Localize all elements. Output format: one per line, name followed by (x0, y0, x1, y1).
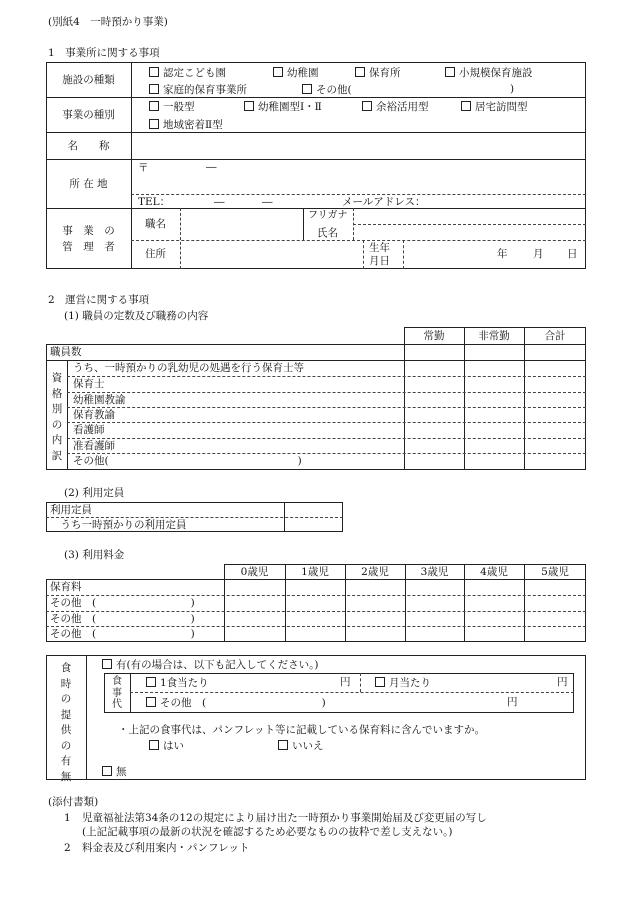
staff-row-hoikushi: 保育士 (73, 378, 105, 390)
meal-answer-no[interactable]: いいえ (278, 740, 324, 752)
fee-row-other-2: その他 ( ) (50, 613, 195, 625)
meal-side-label: 食時の提供の有無 (60, 662, 72, 783)
fee-header-age5: 5歳児 (541, 566, 569, 578)
business-option-spare[interactable]: 余裕活用型 (362, 101, 429, 113)
fee-header-age2: 2歳児 (361, 566, 389, 578)
checkbox-icon (149, 740, 159, 750)
checkbox-icon (102, 659, 112, 669)
capacity-temporary-field[interactable] (285, 518, 342, 531)
business-option-kindergarten[interactable]: 幼稚園型Ⅰ・Ⅱ (244, 101, 322, 113)
checkbox-icon (302, 84, 312, 94)
residence-label: 住所 (145, 248, 166, 260)
checkbox-icon (102, 766, 112, 776)
meal-per-meal-yen: 円 (340, 676, 351, 688)
checkbox-icon (149, 84, 159, 94)
manager-label-1: 事 業 の (62, 225, 115, 237)
manager-label-2: 管 理 者 (62, 241, 115, 253)
fees-title: (3) 利用料金 (64, 549, 125, 561)
birth-label-2: 月日 (369, 255, 390, 267)
meal-other-yen: 円 (507, 696, 518, 708)
facility-option-hoikusho[interactable]: 保育所 (355, 67, 401, 79)
attachment-1-note: (上記記載事項の最新の状況を確認するため必要なものの抜粋で差し支えない。) (82, 826, 453, 838)
qualification-side-label: 資格別の内訳 (51, 372, 63, 462)
attachment-1: 児童福祉法第34条の12の規定により届け出た一時預かり事業開始届及び変更届の写し (82, 812, 487, 824)
residence-field[interactable] (181, 241, 362, 268)
job-title-field[interactable] (181, 209, 302, 239)
facility-option-other[interactable]: その他( (302, 84, 352, 96)
facility-option-small[interactable]: 小規模保育施設 (445, 67, 533, 79)
fee-header-age4: 4歳児 (480, 566, 508, 578)
meal-option-yes[interactable]: 有(有の場合は、以下も記入してください。) (102, 659, 318, 671)
fee-header-age3: 3歳児 (420, 566, 449, 578)
checkbox-icon (375, 677, 385, 687)
section1-title: 1 事業所に関する事項 (48, 47, 160, 59)
staff-header-fulltime: 常勤 (423, 330, 445, 342)
checkbox-icon (149, 67, 159, 77)
manager-name-label: 氏名 (317, 227, 338, 239)
business-option-home-visit[interactable]: 居宅訪問型 (461, 101, 528, 113)
capacity-total-field[interactable] (285, 503, 342, 516)
fee-row-other-1: その他 ( ) (50, 597, 195, 609)
email-label: メールアドレス： (342, 196, 426, 208)
checkbox-icon (146, 677, 156, 687)
meal-per-month-yen: 円 (557, 676, 568, 688)
capacity-row-temporary: うち一時預かりの利用定員 (50, 519, 187, 531)
tel-label: TEL： (138, 196, 171, 208)
manager-name-field[interactable] (354, 225, 585, 239)
meal-other-option[interactable]: その他 ( ) (146, 697, 326, 709)
meal-option-no[interactable]: 無 (102, 766, 127, 778)
fee-row-other-3: その他 ( ) (50, 628, 195, 640)
checkbox-icon (273, 67, 283, 77)
meal-per-meal-option[interactable]: 1食当たり (146, 677, 209, 689)
checkbox-icon (146, 697, 156, 707)
checkbox-icon (278, 740, 288, 750)
tel-dash-1: ― (214, 196, 225, 208)
checkbox-icon (355, 67, 365, 77)
section2-title: 2 運営に関する事項 (48, 294, 150, 306)
fee-row-childcare: 保育料 (50, 581, 82, 593)
fee-header-age1: 1歳児 (301, 566, 329, 578)
capacity-row-total: 利用定員 (50, 504, 92, 516)
attachment-2-number: 2 (64, 842, 71, 854)
fee-header-age0: 0歳児 (240, 566, 269, 578)
meal-answer-yes[interactable]: はい (149, 740, 184, 752)
business-option-community[interactable]: 地域密着Ⅱ型 (149, 119, 223, 131)
birth-day: 日 (567, 248, 578, 260)
attachment-2: 料金表及び利用案内・パンフレット (82, 842, 250, 854)
checkbox-icon (149, 101, 159, 111)
meal-fee-label: 食事代 (112, 676, 122, 710)
staff-header-total: 合計 (544, 330, 566, 342)
checkbox-icon (461, 101, 471, 111)
checkbox-icon (362, 101, 372, 111)
staff-total-label: 職員数 (50, 346, 82, 358)
business-type-label: 事業の種別 (62, 109, 115, 121)
facility-type-label: 施設の種類 (62, 74, 115, 86)
staff-row-nurse: 看護師 (73, 424, 105, 436)
meal-per-month-option[interactable]: 月当たり (375, 677, 431, 689)
capacity-title: (2) 利用定員 (64, 487, 125, 499)
birth-month: 月 (533, 248, 544, 260)
staff-header-parttime: 非常勤 (478, 330, 510, 342)
staff-row-assistant-nurse: 准看護師 (73, 440, 115, 452)
facility-option-kodomoen[interactable]: 認定こども園 (149, 67, 226, 79)
staff-row-kindergarten-teacher: 幼稚園教諭 (73, 394, 126, 406)
checkbox-icon (149, 119, 159, 129)
staff-title: (1) 職員の定数及び職務の内容 (64, 310, 209, 322)
job-title-label: 職名 (145, 218, 166, 230)
checkbox-icon (445, 67, 455, 77)
birth-year: 年 (497, 248, 508, 260)
name-field[interactable] (132, 133, 585, 158)
staff-sub-label: うち、一時預かりの乳幼児の処遇を行う保育士等 (73, 362, 304, 374)
facility-option-youchien[interactable]: 幼稚園 (273, 67, 319, 79)
address-label: 所 在 地 (69, 178, 108, 190)
tel-dash-2: ― (262, 196, 273, 208)
meal-question: ・上記の食事代は、パンフレット等に記載している保育料に含んでいますか。 (118, 724, 485, 736)
address-field[interactable] (150, 160, 580, 193)
facility-other-close: ) (510, 83, 515, 95)
attachment-1-number: 1 (64, 812, 71, 824)
form-header: (別紙4 一時預かり事業) (48, 16, 168, 28)
facility-option-katei[interactable]: 家庭的保育事業所 (149, 84, 247, 96)
postal-mark: 〒 (138, 162, 149, 174)
checkbox-icon (244, 101, 254, 111)
furigana-label: フリガナ (308, 210, 348, 221)
name-label: 名 称 (67, 140, 110, 152)
business-option-general[interactable]: 一般型 (149, 101, 195, 113)
attachments-title: (添付書類) (48, 796, 99, 808)
birth-label-1: 生年 (369, 242, 390, 254)
postal-dash: ― (206, 161, 217, 173)
staff-row-hoiku-teacher: 保育教諭 (73, 409, 115, 421)
staff-row-other: その他( ) (73, 455, 302, 467)
